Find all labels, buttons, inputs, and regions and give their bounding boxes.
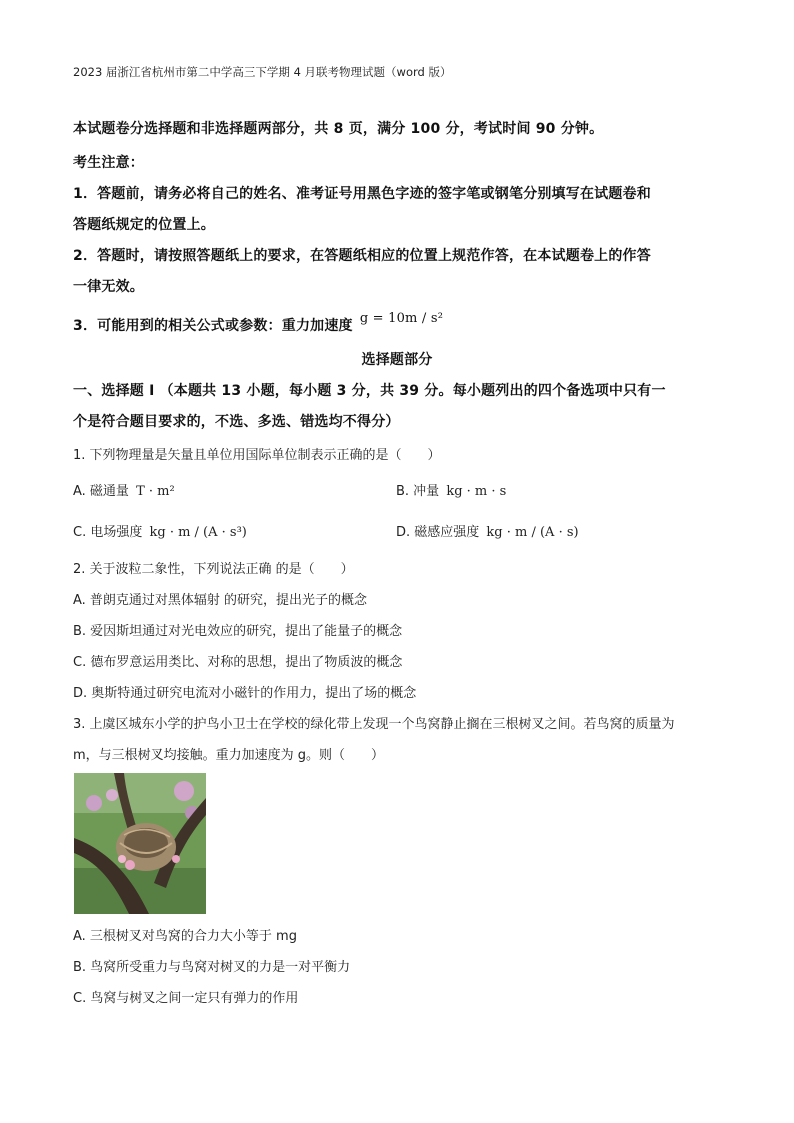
bird-nest-photo (74, 773, 206, 914)
exam-intro: 本试题卷分选择题和非选择题两部分，共 8 页，满分 100 分，考试时间 90 分钟。 (73, 121, 604, 137)
option-b-label: B. 冲量 (396, 484, 440, 499)
option-c-unit: kg · m / (A · s³) (149, 525, 247, 540)
question-3-stem-line-2: m，与三根树叉均接触。重力加速度为 g。则（ ） (73, 748, 385, 763)
question-3-option-a: A. 三根树叉对鸟窝的合力大小等于 mg (73, 929, 297, 944)
question-3-option-c: C. 鸟窝与树叉之间一定只有弹力的作用 (73, 991, 299, 1006)
document-header: 2023 届浙江省杭州市第二中学高三下学期 4 月联考物理试题（word 版） (73, 65, 452, 79)
notice-item-3 (73, 311, 444, 335)
notice-item-2-line-1: 2．答题时，请按照答题纸上的要求，在答题纸相应的位置上规范作答，在本试题卷上的作答 (73, 248, 651, 264)
notice-item-1-line-1: 1．答题前，请务必将自己的姓名、准考证号用黑色字迹的签字笔或钢笔分别填写在试题卷和 (73, 186, 651, 202)
question-2-option-d: D. 奥斯特通过研究电流对小磁针的作用力，提出了场的概念 (73, 686, 417, 701)
question-2-stem: 2. 关于波粒二象性，下列说法正确 的是（ ） (73, 562, 354, 577)
question-3-stem-line-1: 3. 上虞区城东小学的护鸟小卫士在学校的绿化带上发现一个鸟窝静止搁在三根树叉之间。若鸟窝的质量为 (73, 717, 675, 732)
question-1-option-a (73, 480, 175, 499)
question-1-option-c (73, 521, 247, 540)
part-1-heading-line-2: 个是符合题目要求的，不选、多选、错选均不得分） (73, 414, 400, 430)
option-d-unit: kg · m / (A · s) (486, 525, 579, 540)
notice-item-1-line-2: 答题纸规定的位置上。 (73, 217, 215, 233)
option-b-unit: kg · m · s (446, 484, 507, 499)
notice-title: 考生注意： (73, 155, 144, 171)
question-1-stem: 1. 下列物理量是矢量且单位用国际单位制表示正确的是（ ） (73, 448, 441, 463)
notice-item-2-line-2: 一律无效。 (73, 279, 144, 295)
part-1-heading-line-1: 一、选择题 I （本题共 13 小题，每小题 3 分，共 39 分。每小题列出的四个备选项中只有一 (73, 383, 666, 399)
question-1-option-d (396, 521, 579, 540)
question-2-option-c: C. 德布罗意运用类比、对称的思想，提出了物质波的概念 (73, 655, 403, 670)
gravity-formula: g = 10m / s² (359, 311, 444, 326)
option-c-label: C. 电场强度 (73, 525, 143, 540)
question-3-option-b: B. 鸟窝所受重力与鸟窝对树叉的力是一对平衡力 (73, 960, 351, 975)
option-a-label: A. 磁通量 (73, 484, 129, 499)
option-d-label: D. 磁感应强度 (396, 525, 480, 540)
option-a-unit: T · m² (136, 484, 175, 499)
notice-item-3-text: 3．可能用到的相关公式或参数：重力加速度 (73, 318, 353, 334)
section-title: 选择题部分 (361, 352, 433, 368)
question-2-option-b: B. 爱因斯坦通过对光电效应的研究，提出了能量子的概念 (73, 624, 403, 639)
question-1-option-b (396, 480, 506, 499)
question-2-option-a: A. 普朗克通过对黑体辐射 的研究，提出光子的概念 (73, 593, 368, 608)
